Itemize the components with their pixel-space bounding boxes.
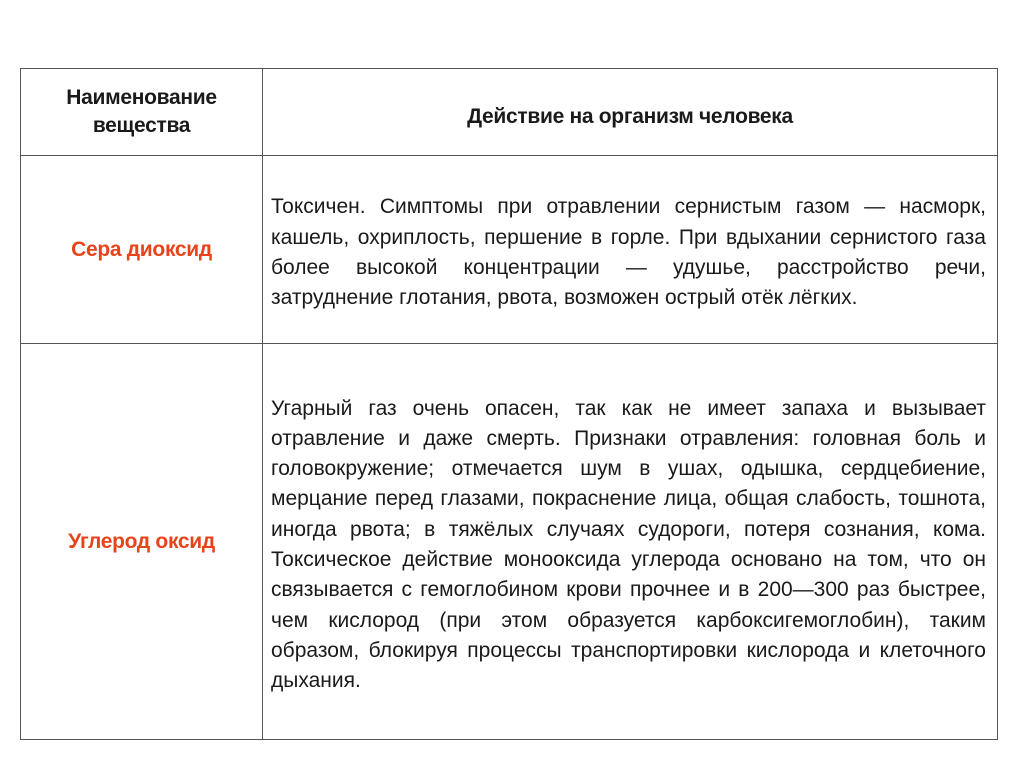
table-row — [21, 156, 998, 344]
table-row — [21, 344, 998, 740]
effect-description-carbon-monoxide — [263, 344, 998, 740]
effect-paragraph: Токсическое действие монооксида углерода основано на том, что он связывается с гемоглобином крови прочнее и в 200—300 раз быстрее, чем кислород (при этом образуется карбоксигемоглобин), таким образом, блокируя процессы транспортировки кислорода и клеточного дыхания. — [271, 548, 986, 693]
effect-description-sulfur-dioxide — [263, 156, 998, 344]
header-substance-name: Наименование вещества — [21, 69, 263, 156]
substance-name-carbon-monoxide: Углерод оксид — [21, 344, 263, 740]
effect-paragraph: Угарный газ очень опасен, так как не имеет запаха и вызывает отравление и даже смерть. Признаки отравления: головная боль и головокружение; отмечается шум в ушах, одышка, сердцебиение, мерцание перед глазами, покраснение лица, общая слабость, тошнота, иногда рвота; в тяжёлых случаях судороги, потеря сознания, кома. — [271, 396, 986, 541]
substance-name-sulfur-dioxide: Сера диоксид — [21, 156, 263, 344]
table-header-row — [21, 69, 998, 156]
header-effect: Действие на организм человека — [263, 69, 998, 156]
effect-paragraph: Токсичен. Симптомы при отравлении сернистым газом — насморк, кашель, охриплость, першение в горле. При вдыхании сернистого газа более высокой концентрации — удушье, расстройство речи, затруднение глотания, рвота, возможен острый отёк лёгких. — [271, 195, 986, 310]
substances-table — [20, 68, 998, 740]
